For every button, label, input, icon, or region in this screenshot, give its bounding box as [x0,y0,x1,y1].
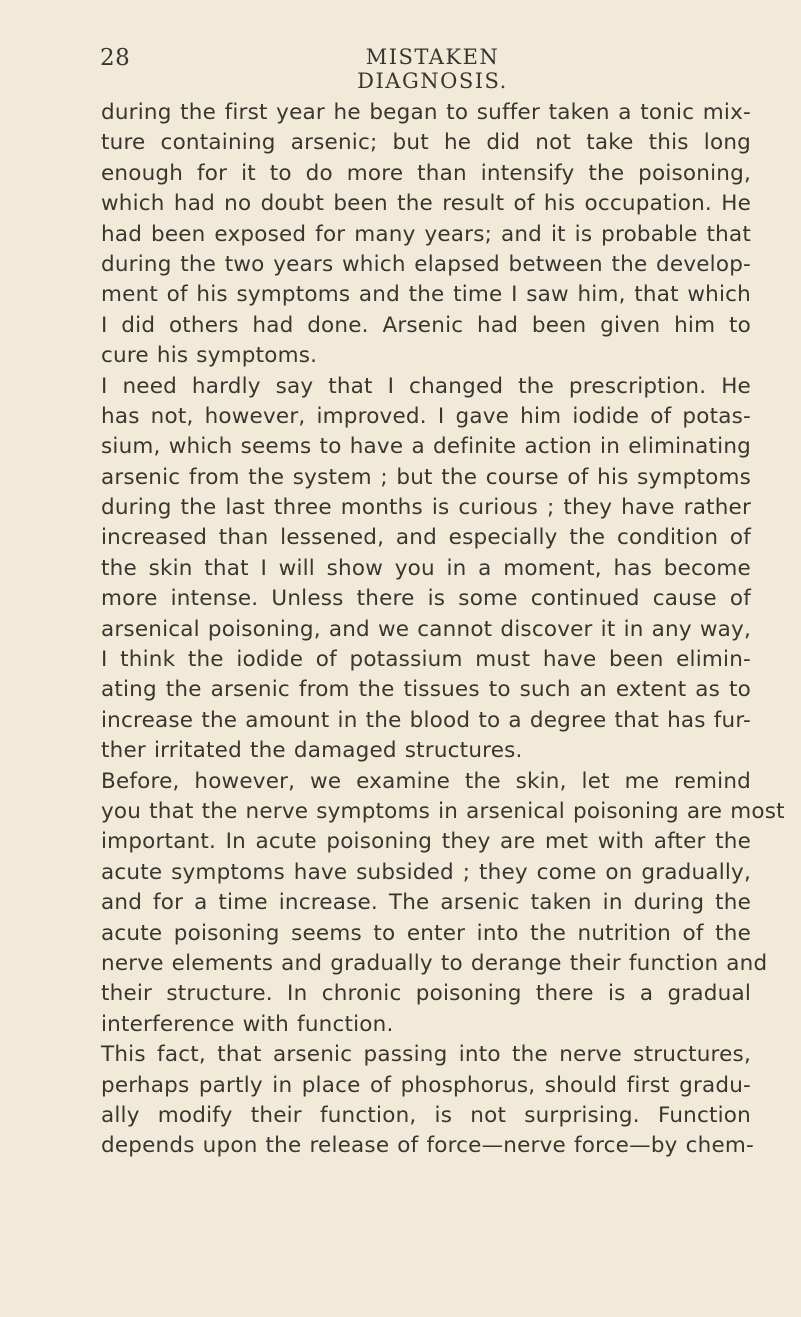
running-head: MISTAKEN DIAGNOSIS. [357,45,508,93]
text-line: important. In acute poisoning they are met with after the [101,829,751,855]
text-line: arsenical poisoning, and we cannot discover it in any way, [101,616,751,642]
text-line: acute symptoms have subsided ; they come on gradually, [101,859,751,885]
text-line: had been exposed for many years; and it is probable that [101,221,751,247]
page-header [0,45,801,93]
text-line: their structure. In chronic poisoning there is a gradual [101,981,751,1007]
text-line: and for a time increase. The arsenic taken in during the [101,890,751,916]
text-line: ther irritated the damaged structures. [101,738,523,764]
page-number: 28 [100,45,131,71]
body-text [101,98,785,1162]
text-line: increase the amount in the blood to a degree that has fur- [101,707,751,733]
text-line: I think the iodide of potassium must have been elimin- [101,647,751,673]
text-line: cure his symptoms. [101,343,318,369]
text-line: acute poisoning seems to enter into the nutrition of the [101,920,751,946]
text-line: ment of his symptoms and the time I saw him, that which [101,282,751,308]
text-line: during the two years which elapsed between the develop- [101,251,751,277]
text-line: during the last three months is curious ; they have rather [101,495,751,521]
text-line: perhaps partly in place of phosphorus, should first gradu- [101,1072,751,1098]
text-line: ture containing arsenic; but he did not take this long [101,130,751,156]
text-line: arsenic from the system ; but the course of his symptoms [101,464,751,490]
text-line: I did others had done. Arsenic had been given him to [101,312,751,338]
text-line: has not, however, improved. I gave him iodide of potas- [101,403,751,429]
text-line: enough for it to do more than intensify the poisoning, [101,160,751,186]
text-line: increased than lessened, and especially the condition of [101,525,751,551]
text-line: which had no doubt been the result of his occupation. He [101,191,751,217]
text-line: during the first year he began to suffer taken a tonic mix- [101,100,751,125]
text-line: you that the nerve symptoms in arsenical poisoning are most [101,798,785,824]
text-line: nerve elements and gradually to derange their function and [101,950,768,976]
text-line: ating the arsenic from the tissues to such an extent as to [101,677,751,703]
text-line: interference with function. [101,1011,394,1037]
text-line: depends upon the release of force—nerve force—by chem- [101,1133,754,1159]
text-line: ally modify their function, is not surprising. Function [101,1102,751,1128]
text-line: sium, which seems to have a definite action in eliminating [101,434,751,460]
text-line: the skin that I will show you in a moment, has become [101,555,751,581]
text-line: Before, however, we examine the skin, let me remind [101,768,751,794]
text-line: more intense. Unless there is some continued cause of [101,586,751,612]
text-line: This fact, that arsenic passing into the nerve structures, [101,1042,751,1068]
text-line: I need hardly say that I changed the prescription. He [101,373,751,399]
